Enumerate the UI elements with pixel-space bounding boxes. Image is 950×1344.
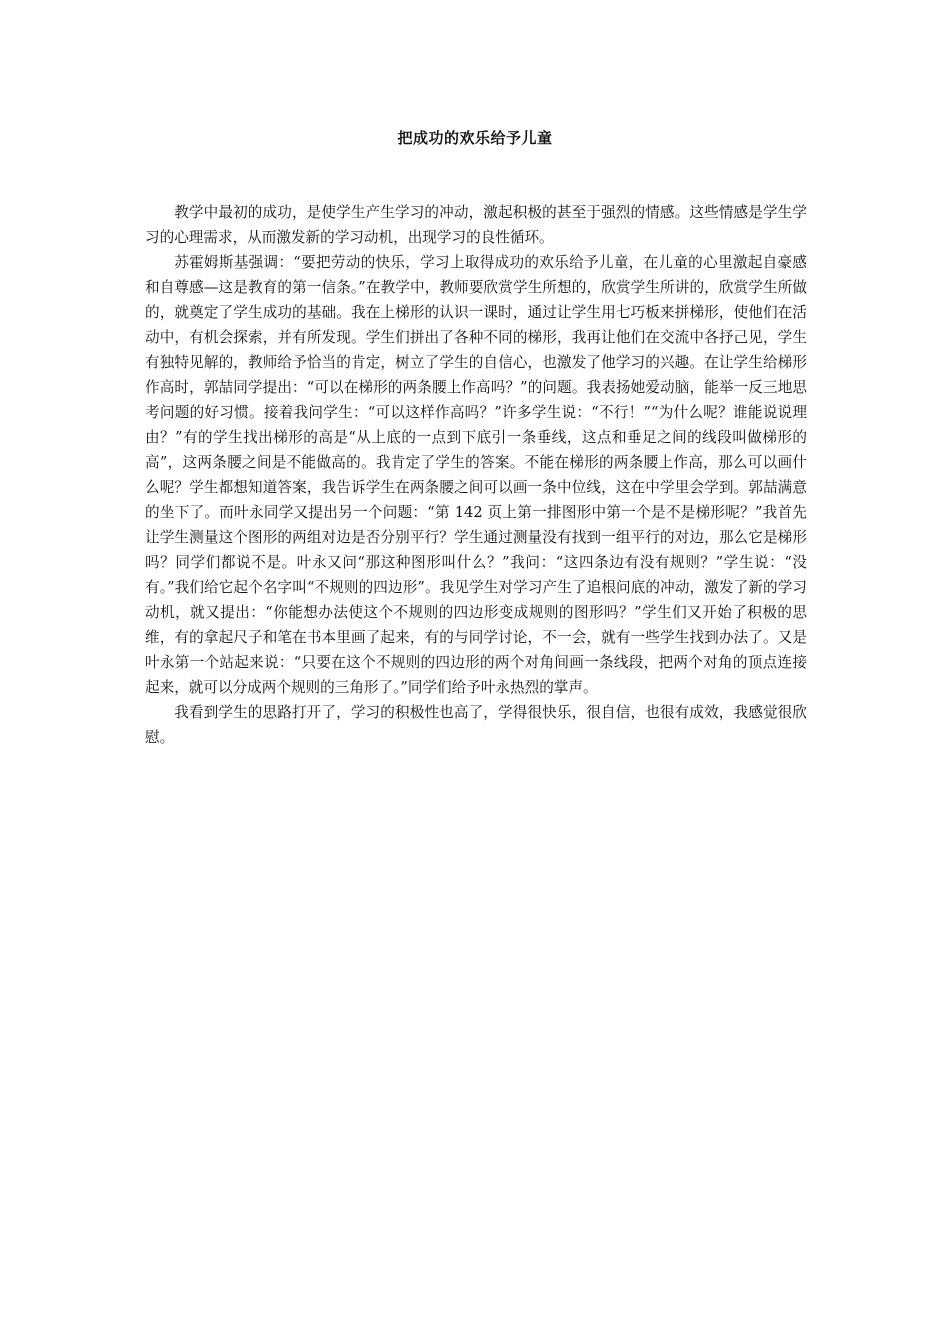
- document-body: [145, 200, 807, 750]
- paragraph-1: 教学中最初的成功，是使学生产生学习的冲动，激起积极的甚至于强烈的情感。这些情感是学生学习的心理需求，从而激发新的学习动机，出现学习的良性循环。: [145, 204, 807, 246]
- document-title: 把成功的欢乐给予儿童: [397, 129, 553, 147]
- paragraph-2: 苏霍姆斯基强调：“要把劳动的快乐，学习上取得成功的欢乐给予儿童，在儿童的心里激起自豪感和自尊感—这是教育的第一信条。”在教学中，教师要欣赏学生所想的，欣赏学生所讲的，欣赏学生所做的，就奠定了学生成功的基础。我在上梯形的认识一课时，通过让学生用七巧板来拼梯形，使他们在活动中，有机会探索，并有所发现。学生们拼出了各种不同的梯形，我再让他们在交流中各抒己见，学生有独特见解的，教师给予恰当的肯定，树立了学生的自信心，也激发了他学习的兴趣。在让学生给梯形作高时，郭喆同学提出：“可以在梯形的两条腰上作高吗？”的问题。我表扬她爱动脑，能举一反三地思考问题的好习惯。接着我问学生：“可以这样作高吗？”许多学生说：“不行！”“为什么呢？谁能说说理由？”有的学生找出梯形的高是“从上底的一点到下底引一条垂线，这点和垂足之间的线段叫做梯形的高”，这两条腰之间是不能做高的。我肯定了学生的答案。不能在梯形的两条腰上作高，那么可以画什么呢？学生都想知道答案，我告诉学生在两条腰之间可以画一条中位线，这在中学里会学到。郭喆满意的坐下了。而叶永同学又提出另一个问题：“第 142 页上第一排图形中第一个是不是梯形呢？”我首先让学生测量这个图形的两组对边是否分别平行？学生通过测量没有找到一组平行的对边，那么它是梯形吗？同学们都说不是。叶永又问“那这种图形叫什么？”我问：“这四条边有没有规则？”学生说：“没有。”我们给它起个名字叫“不规则的四边形”。我见学生对学习产生了追根问底的冲动，激发了新的学习动机，就又提出：“你能想办法使这个不规则的四边形变成规则的图形吗？”学生们又开始了积极的思维，有的拿起尺子和笔在书本里画了起来，有的与同学讨论，不一会，就有一些学生找到办法了。又是叶永第一个站起来说：“只要在这个不规则的四边形的两个对角间画一条线段，把两个对角的顶点连接起来，就可以分成两个规则的三角形了。”同学们给予叶永热烈的掌声。: [145, 254, 807, 696]
- paragraph-3: 我看到学生的思路打开了，学习的积极性也高了，学得很快乐，很自信，也很有成效，我感觉很欣慰。: [145, 704, 807, 746]
